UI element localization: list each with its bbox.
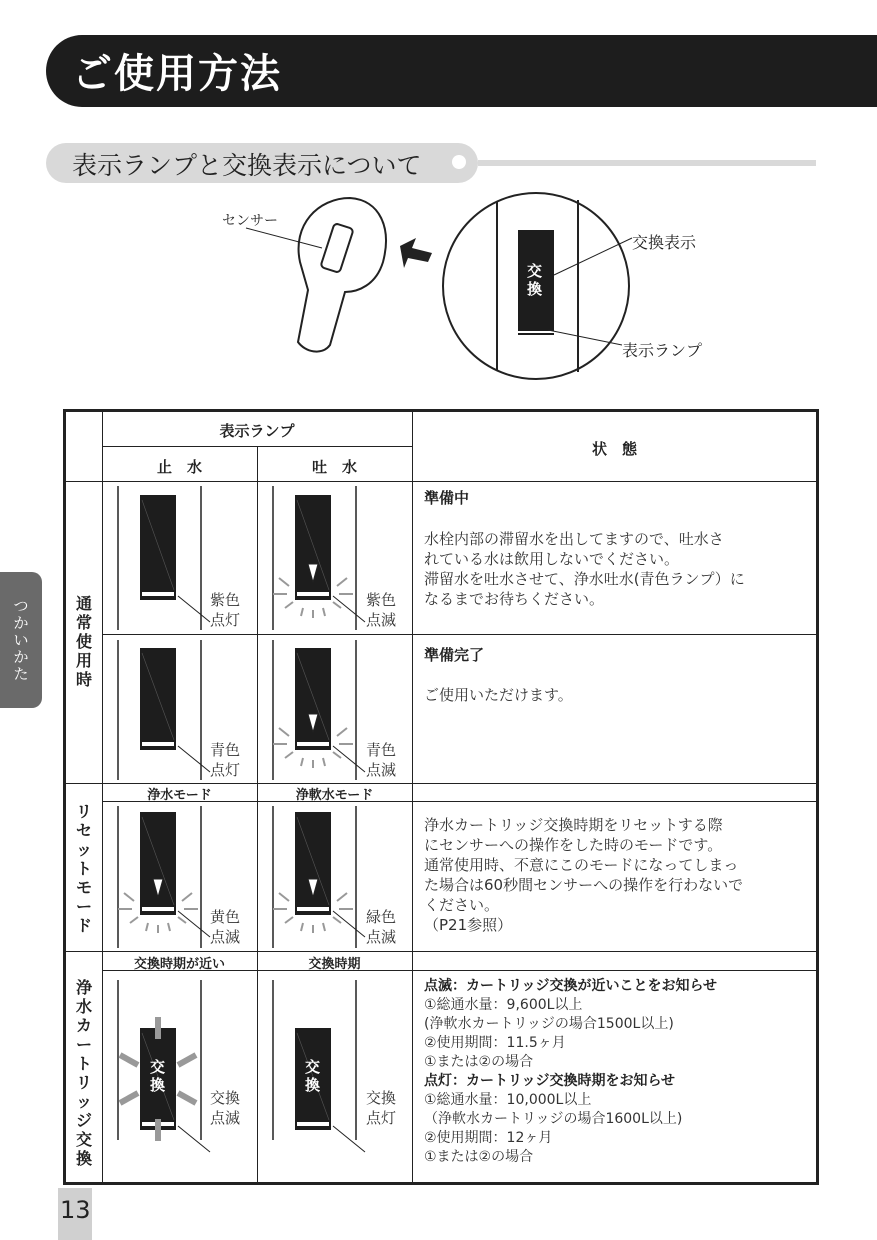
lamp-light bbox=[142, 742, 174, 746]
blink-ray bbox=[337, 578, 347, 586]
state-body-ready: ご使用いただけます。 bbox=[424, 686, 573, 704]
lamp-leader bbox=[178, 746, 210, 772]
blink-ray bbox=[182, 893, 192, 901]
sub-header-soft: 浄軟水モード bbox=[295, 788, 374, 803]
category-normal: 通常使用時 bbox=[75, 594, 92, 689]
lamp-light bbox=[297, 592, 329, 596]
blink-ray bbox=[285, 602, 293, 608]
header-state: 状 態 bbox=[591, 440, 637, 458]
blink-ray bbox=[120, 1093, 138, 1103]
header-stop: 止 水 bbox=[156, 458, 202, 476]
lamp-leader bbox=[333, 1126, 365, 1152]
category-reset: リセットモード bbox=[75, 802, 92, 935]
sensor-label: センサー bbox=[222, 213, 278, 229]
blink-ray bbox=[301, 923, 303, 931]
state-title-preparing: 準備中 bbox=[424, 489, 470, 507]
lamp-label-r4-time: 交換 点灯 bbox=[366, 1089, 397, 1127]
lamp-light bbox=[297, 1122, 329, 1126]
state-body-cartridge: 点滅：カートリッジ交換が近いことをお知らせ ①総通水量：9,600L以上 (浄軟水カートリッジの場合1500L以上) ②使用期間：11.5ヶ月 ①または②の場合 点灯：カートリッジ交換時期をお知らせ ①総通水量：10,000L以上 （浄軟水カートリッジの場合1600L以上) ②使用期間：12ヶ月 ①または②の場合 bbox=[424, 978, 718, 1165]
sub-header-near: 交換時期が近い bbox=[133, 957, 225, 972]
lamp-light bbox=[142, 592, 174, 596]
lamp-body bbox=[140, 648, 176, 750]
lamp-leader bbox=[178, 596, 210, 622]
lamp-light bbox=[297, 907, 329, 911]
blink-ray bbox=[333, 752, 341, 758]
blink-ray bbox=[333, 602, 341, 608]
lamp-label-r3-soft: 緑色 点滅 bbox=[366, 908, 397, 946]
lamp-body bbox=[295, 812, 331, 915]
state-title-ready: 準備完了 bbox=[424, 646, 485, 664]
blink-ray bbox=[323, 608, 325, 616]
category-cartridge: 浄水カートリッジ交換 bbox=[75, 978, 92, 1168]
blink-ray bbox=[130, 917, 138, 923]
lamp-body bbox=[140, 812, 176, 915]
blink-ray bbox=[178, 1055, 196, 1065]
blink-ray bbox=[323, 758, 325, 766]
blink-ray bbox=[323, 923, 325, 931]
blink-ray bbox=[285, 917, 293, 923]
state-body-preparing: 水栓内部の滞留水を出してますので、吐水さ れている水は飲用しないでください。 滞留水を吐水させて、浄水吐水(青色ランプ）に なるまでお待ちください。 bbox=[424, 530, 745, 608]
lamp-leader bbox=[333, 746, 365, 772]
side-tab-label: つかいかた bbox=[13, 597, 29, 683]
lamp-text-blink: 交換 bbox=[150, 1058, 166, 1094]
lamp-label-r2-discharge: 青色 点滅 bbox=[366, 741, 397, 779]
page-title: ご使用方法 bbox=[72, 51, 282, 97]
blink-ray bbox=[146, 923, 148, 931]
page-number: 13 bbox=[60, 1196, 91, 1224]
blink-ray bbox=[301, 758, 303, 766]
blink-ray bbox=[337, 893, 347, 901]
lamp-text-on: 交換 bbox=[305, 1058, 321, 1094]
lamp-label: 表示ランプ bbox=[622, 341, 703, 360]
exchange-display-label: 交換表示 bbox=[632, 233, 697, 252]
lamp-body bbox=[295, 648, 331, 750]
blink-ray bbox=[301, 608, 303, 616]
blink-ray bbox=[178, 1093, 196, 1103]
blink-ray bbox=[279, 728, 289, 736]
blink-ray bbox=[279, 578, 289, 586]
header-lamp: 表示ランプ bbox=[219, 422, 295, 440]
blink-ray bbox=[285, 752, 293, 758]
blink-ray bbox=[178, 917, 186, 923]
sub-header-purify: 浄水モード bbox=[147, 788, 212, 803]
blink-ray bbox=[279, 893, 289, 901]
blink-ray bbox=[333, 917, 341, 923]
blink-ray bbox=[168, 923, 170, 931]
blink-ray bbox=[337, 728, 347, 736]
lamp-label-r1-discharge: 紫色 点滅 bbox=[366, 591, 397, 629]
header-discharge: 吐 水 bbox=[311, 458, 357, 476]
lamp-body bbox=[295, 495, 331, 600]
lamp-leader bbox=[178, 911, 210, 937]
lamp-body bbox=[140, 495, 176, 600]
blink-ray bbox=[120, 1055, 138, 1065]
lamp-light bbox=[297, 742, 329, 746]
blink-ray bbox=[124, 893, 134, 901]
lamp-text: 交換 bbox=[527, 262, 543, 298]
lamp-label-r4-near: 交換 点滅 bbox=[210, 1089, 241, 1127]
lamp-leader bbox=[333, 596, 365, 622]
lamp-label-r2-stop: 青色 点灯 bbox=[210, 741, 241, 779]
lamp-label-r1-stop: 紫色 点灯 bbox=[210, 591, 241, 629]
lamp-leader bbox=[178, 1126, 210, 1152]
section-title: 表示ランプと交換表示について bbox=[72, 151, 422, 180]
sub-header-time: 交換時期 bbox=[308, 957, 361, 972]
lamp-light bbox=[142, 907, 174, 911]
lamp-label-r3-purify: 黄色 点滅 bbox=[210, 908, 241, 946]
lamp-leader bbox=[333, 911, 365, 937]
state-body-reset: 浄水カートリッジ交換時期をリセットする際 にセンサーへの操作をした時のモードです。 通常使用時、不意にこのモードになってしまっ た場合は60秒間センサーへの操作を行わないで ください。 （P21参照） bbox=[424, 816, 744, 934]
